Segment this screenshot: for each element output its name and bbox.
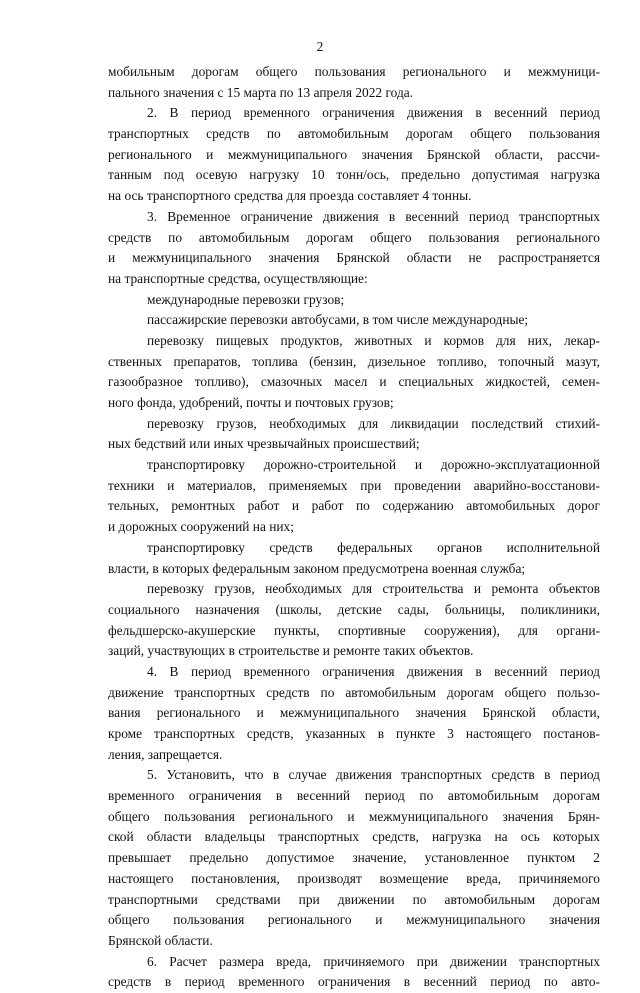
text-line: заций, участвующих в строительстве и ремонте таких объектов.: [108, 643, 474, 659]
text-line: настоящего постановления, производят возмещение вреда, причиняемого: [108, 870, 600, 886]
text-line: пального значения с 15 марта по 13 апреля 2022 года.: [108, 84, 414, 100]
text-line: власти, в которых федеральным законом предусмотрена военная служба;: [108, 560, 526, 576]
text-line: перевозку грузов, необходимых для ликвидации последствий стихий-: [147, 415, 600, 431]
text-line: мобильным дорогам общего пользования регионального и межмуници-: [108, 64, 600, 79]
text-line: и межмуниципального значения Брянской области не распространяется: [108, 250, 600, 266]
text-line: средств в период временного ограничения в весенний период по авто-: [108, 974, 600, 990]
text-line: ного фонда, удобрений, почты и почтовых грузов;: [108, 395, 394, 410]
text-line: 2. В период временного ограничения движения в весенний период: [147, 105, 600, 121]
text-line: на транспортные средства, осуществляющие:: [108, 270, 368, 286]
text-line: и дорожных сооружений на них;: [108, 519, 294, 535]
document-body: [108, 62, 600, 993]
text-line: техники и материалов, применяемых при проведении аварийно-восстанови-: [108, 477, 600, 493]
text-line: общего пользования регионального и межмуниципального значения Брян-: [108, 808, 600, 824]
text-line: средств по автомобильным дорогам общего пользования регионального: [108, 229, 600, 245]
text-line: кроме транспортных средств, указанных в пункте 3 настоящего постанов-: [108, 726, 600, 741]
text-line: 5. Установить, что в случае движения транспортных средств в период: [147, 767, 600, 783]
text-line: транспортировку дорожно-строительной и дорожно-эксплуатационной: [147, 457, 600, 473]
text-line: транспортными средствами при движении по автомобильным дорогам: [108, 891, 600, 907]
text-line: пассажирские перевозки автобусами, в том числе международные;: [147, 312, 529, 328]
text-line: временного ограничения в весенний период по автомобильным дорогам: [108, 788, 600, 804]
text-line: на ось транспортного средства для проезда составляет 4 тонны.: [108, 188, 472, 204]
text-line: регионального и межмуниципального значения Брянской области, рассчи-: [108, 146, 600, 162]
text-line: перевозку пищевых продуктов, животных и кормов для них, лекар-: [147, 332, 600, 348]
text-line: транспортировку средств федеральных органов исполнительной: [147, 539, 600, 555]
text-line: тельных, ремонтных работ и работ по содержанию автомобильных дорог: [108, 498, 600, 514]
text-line: международные перевозки грузов;: [147, 291, 345, 307]
text-line: фельдшерско-акушерские пункты, спортивные сооружения), для органи-: [108, 622, 600, 638]
text-line: 6. Расчет размера вреда, причиняемого при движении транспортных: [147, 953, 600, 969]
text-line: ления, запрещается.: [108, 746, 223, 762]
text-line: превышает предельно допустимое значение, установленное пунктом 2: [108, 850, 600, 866]
page-number: 2: [316, 39, 324, 54]
text-line: 3. Временное ограничение движения в весенний период транспортных: [147, 208, 600, 224]
text-line: перевозку грузов, необходимых для строительства и ремонта объектов: [147, 581, 600, 597]
text-line: танным под осевую нагрузку 10 тонн/ось, предельно допустимая нагрузка: [108, 167, 600, 183]
text-line: движение транспортных средств по автомобильным дорогам общего пользо-: [108, 684, 600, 700]
text-line: социального назначения (школы, детские сады, больницы, поликлиники,: [108, 601, 600, 617]
text-line: общего пользования регионального и межмуниципального значения: [108, 912, 600, 928]
text-line: транспортных средств по автомобильным дорогам общего пользования: [108, 126, 600, 142]
text-line: Брянской области.: [108, 932, 213, 948]
text-line: ской области владельцы транспортных средств, нагрузка на ось которых: [108, 829, 600, 845]
text-line: ных бедствий или иных чрезвычайных происшествий;: [108, 436, 420, 452]
text-line: газообразное топливо), смазочных масел и специальных жидкостей, семен-: [108, 374, 600, 390]
text-line: ственных препаратов, топлива (бензин, дизельное топливо, топочный мазут,: [108, 353, 600, 369]
text-line: вания регионального и межмуниципального значения Брянской области,: [108, 705, 600, 721]
text-line: 4. В период временного ограничения движения в весенний период: [147, 663, 600, 679]
